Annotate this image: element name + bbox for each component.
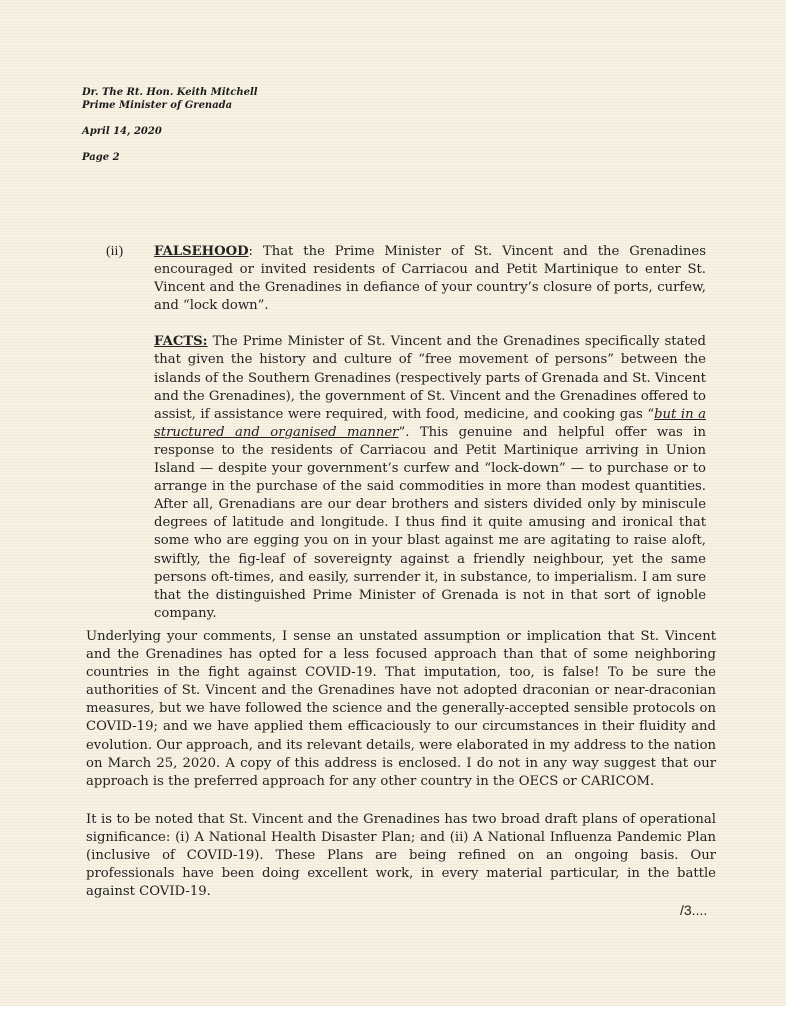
paragraph-approach: Underlying your comments, I sense an unstated assumption or implication that St. Vincent and the Grenadines has opted for a less focused approach than that of some neighboring countries in the fight against COVID-19. That imputation, too, is false! To be sure the authorities of St. Vincent and the Grenadines have not adopted draconian or near-draconian measures, but we have followed the science and the generally-accepted sensible protocols on COVID-19; and we have applied them efficaciously to our circumstances in their fluidity and evolution. Our approach, and its relevant details, were elaborated in my address to the nation on March 25, 2020. A copy of this address is enclosed. I do not in any way suggest that our approach is the preferred approach for any other country in the OECS or CARICOM. — [86, 629, 716, 789]
letter-date: April 14, 2020 — [82, 126, 162, 137]
item-label: (ii) — [106, 244, 124, 259]
recipient-title: Prime Minister of Grenada — [82, 100, 233, 111]
facts-emphasis: but in a structured and organised manner — [154, 406, 706, 440]
facts-text-2: ”. This genuine and helpful offer was in response to the residents of Carriacou and Petit Martinique arriving in Union Island — despite your government’s curfew and “lock-down” — to purchase or to arrange in the purchase of the said commodities in more than modest quantities. After all, Grenadians are our dear brothers and sisters divided only by miniscule degrees of latitude and longitude. I thus find it quite amusing and ironical that some who are egging you on in your blast against me are agitating to raise aloft, swiftly, the fig-leaf of sovereignty against a friendly neighbour, yet the same persons oft-times, and easily, surrender it, in substance, to imperialism. I am sure that the distinguished Prime Minister of Grenada is not in that sort of ignoble company. — [154, 424, 706, 621]
continuation-marker: /3.... — [680, 902, 708, 918]
paragraph-plans: It is to be noted that St. Vincent and the Grenadines has two broad draft plans of operational significance: (i) A National Health Disaster Plan; and (ii) A National Influenza Pandemic Plan (inclusive of COVID-19). These Plans are being refined on an ongoing basis. Our professionals have been doing excellent work, in every material particular, in the battle against COVID-19. — [86, 812, 716, 900]
letter-header — [82, 86, 258, 164]
falsehood-heading: FALSEHOOD — [154, 244, 249, 259]
falsehood-paragraph — [154, 243, 706, 315]
item-content — [154, 243, 706, 623]
falsehood-text: : That the Prime Minister of St. Vincent and the Grenadines encouraged or invited residents of Carriacou and Petit Martinique to enter St. Vincent and the Grenadines in defiance of your country’s closure of ports, curfew, and “lock down”. — [154, 244, 706, 314]
recipient-name: Dr. The Rt. Hon. Keith Mitchell — [82, 87, 258, 98]
facts-paragraph — [154, 333, 706, 623]
facts-heading: FACTS: — [154, 334, 208, 350]
page-number: Page 2 — [82, 152, 120, 163]
facts-text-1: The Prime Minister of St. Vincent and the Grenadines specifically stated that given the history and culture of “free movement of persons” between the islands of the Southern Grenadines (respectively parts of Grenada and St. Vincent and the Grenadines), the government of St. Vincent and the Grenadines offered to assist, if assistance were required, with food, medicine, and cooking gas “ — [154, 334, 706, 422]
